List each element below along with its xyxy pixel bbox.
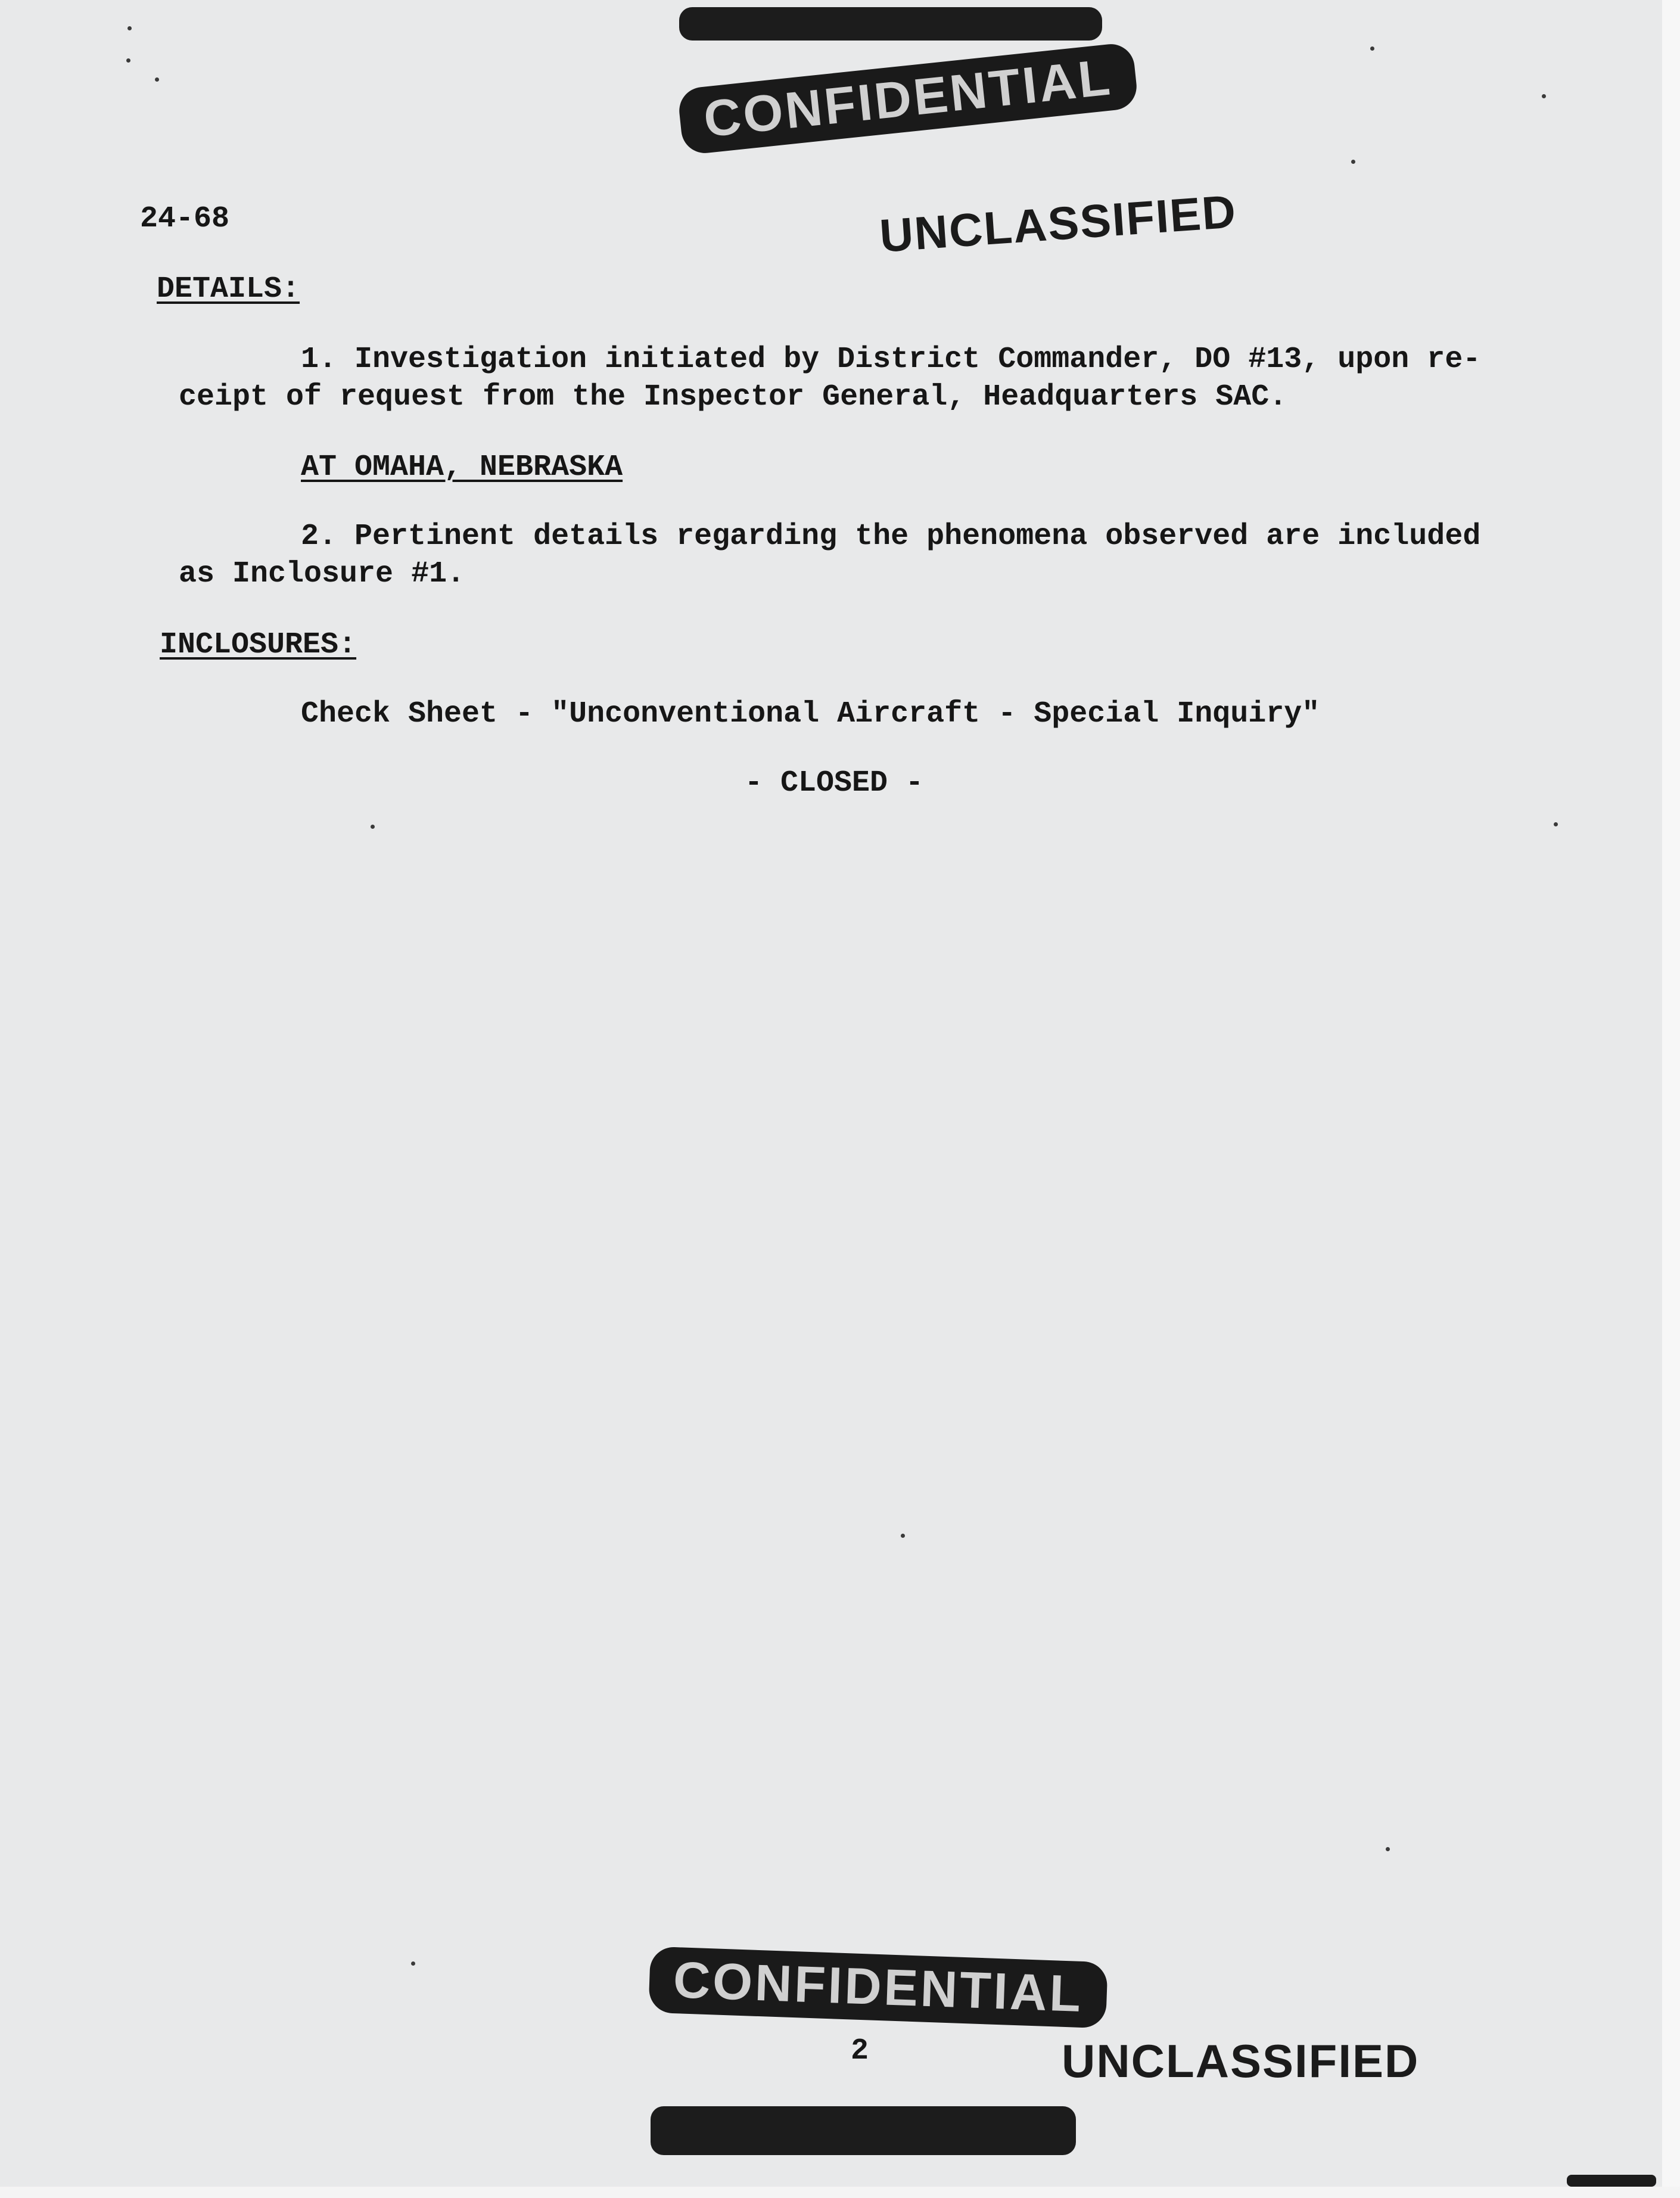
inclosures-heading: INCLOSURES: — [160, 628, 357, 662]
paragraph-1-line-1: 1. Investigation initiated by District Commander, DO #13, upon re- — [301, 343, 1481, 377]
scan-speck — [901, 1534, 905, 1538]
scan-speck — [127, 26, 132, 30]
scan-speck — [411, 1961, 415, 1966]
scan-edge-bottom — [0, 2187, 1680, 2198]
scan-edge-right — [1662, 0, 1680, 2198]
scan-speck — [1554, 822, 1558, 826]
scan-speck — [155, 77, 159, 82]
location-heading: AT OMAHA, NEBRASKA — [301, 450, 623, 484]
bottom-unclassified-stamp: UNCLASSIFIED — [1062, 2035, 1420, 2087]
corner-mark — [1567, 2175, 1656, 2187]
paragraph-2-line-2: as Inclosure #1. — [179, 557, 465, 591]
inclosure-item: Check Sheet - "Unconventional Aircraft - Special Inquiry" — [301, 697, 1320, 731]
scan-speck — [371, 825, 375, 829]
details-heading: DETAILS: — [157, 272, 300, 306]
scan-speck — [1542, 94, 1546, 98]
scan-speck — [1351, 160, 1355, 164]
scan-speck — [1386, 1847, 1390, 1851]
bottom-confidential-stamp: CONFIDENTIAL — [648, 1947, 1108, 2029]
scan-speck — [126, 58, 130, 63]
paragraph-1-line-2: ceipt of request from the Inspector General, Headquarters SAC. — [179, 380, 1287, 414]
page-number: 2 — [851, 2034, 869, 2068]
file-number: 24-68 — [140, 202, 230, 236]
paragraph-2-line-1: 2. Pertinent details regarding the phenomena observed are included — [301, 520, 1481, 554]
top-unclassified-stamp: UNCLASSIFIED — [878, 185, 1239, 262]
scan-speck — [1370, 46, 1374, 51]
bottom-redaction-bar — [651, 2106, 1076, 2155]
top-redaction-bar — [679, 7, 1102, 41]
closed-marker: - CLOSED - — [745, 766, 924, 800]
top-confidential-stamp: CONFIDENTIAL — [677, 42, 1139, 156]
